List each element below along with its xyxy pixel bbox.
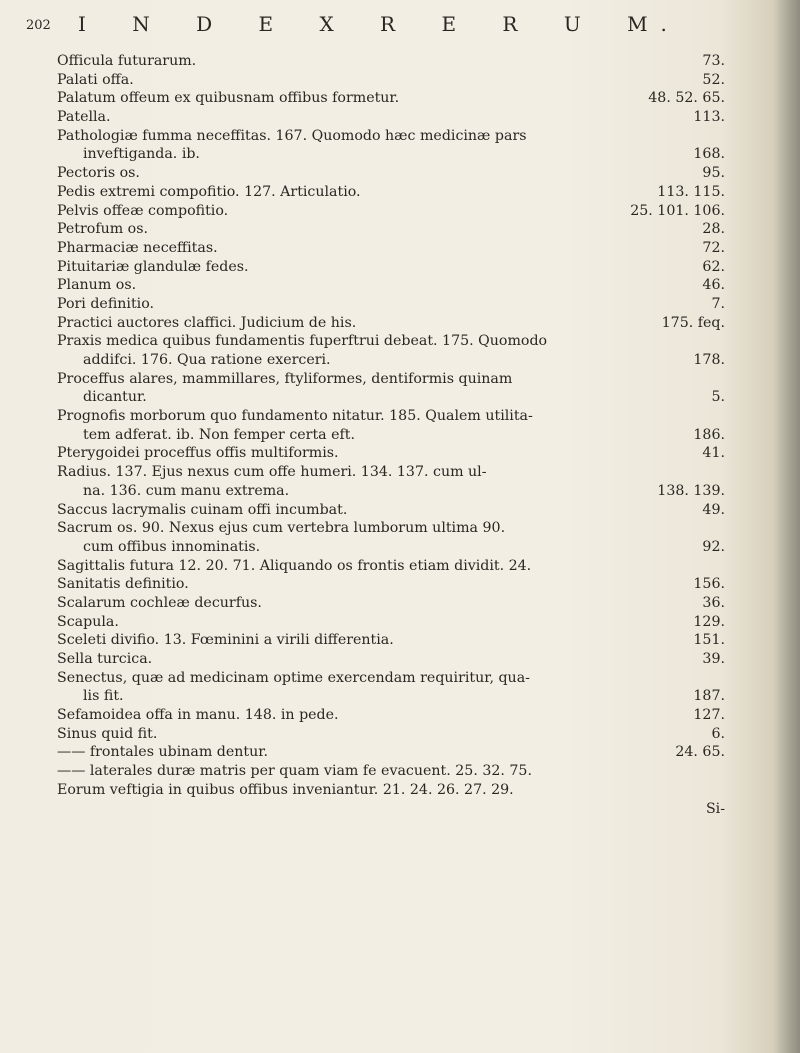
index-line bbox=[57, 202, 725, 221]
page-reference: 52. bbox=[702, 71, 725, 88]
index-line bbox=[57, 482, 725, 501]
page-reference: 187. bbox=[693, 688, 725, 705]
page-number: 202 bbox=[26, 18, 51, 33]
index-entry-text: lis fit. bbox=[83, 688, 124, 705]
index-line bbox=[57, 781, 725, 800]
page-edge-shadow bbox=[774, 0, 800, 1053]
index-line bbox=[57, 295, 725, 314]
index-line bbox=[57, 145, 725, 164]
index-line bbox=[57, 276, 725, 295]
index-line bbox=[57, 501, 725, 520]
page-reference: 151. bbox=[693, 632, 725, 649]
index-entry-text: Prognofis morborum quo fundamento nitatur. 185. Qualem utilita- bbox=[57, 408, 533, 425]
page-reference: 113. bbox=[693, 109, 725, 126]
index-line bbox=[57, 594, 725, 613]
index-entry-text: Sagittalis futura 12. 20. 71. Aliquando os frontis etiam dividit. 24. bbox=[57, 557, 532, 574]
index-entry-text: Palatum offeum ex quibusnam offibus formetur. bbox=[57, 90, 400, 107]
index-line bbox=[57, 426, 725, 445]
page-reference: 156. bbox=[693, 576, 725, 593]
index-entry-text: Petrofum os. bbox=[57, 221, 149, 238]
page-reference: 129. bbox=[693, 613, 725, 630]
page-reference: 92. bbox=[702, 538, 725, 555]
index-line bbox=[57, 314, 725, 333]
page-reference: 178. bbox=[693, 352, 725, 368]
index-entry-text: —— frontales ubinam dentur. bbox=[57, 744, 268, 761]
page-reference: 39. bbox=[702, 651, 725, 667]
index-entry-text: Sanitatis definitio. bbox=[57, 576, 189, 593]
page-reference: 48. 52. 65. bbox=[648, 90, 725, 107]
index-entry-text: Sceleti divifio. 13. Fœminini a virili differentia. bbox=[57, 632, 394, 649]
index-line bbox=[57, 71, 725, 90]
index-entry-text: —— laterales duræ matris per quam viam fe evacuent. 25. 32. 75. bbox=[57, 763, 532, 780]
index-line bbox=[57, 519, 725, 538]
index-line bbox=[57, 127, 725, 146]
index-entry-text: Scapula. bbox=[57, 613, 119, 630]
page-reference: 127. bbox=[693, 707, 725, 724]
index-entry-text: Pelvis offeæ compofitio. bbox=[57, 202, 229, 219]
page-reference: 73. bbox=[702, 53, 725, 69]
index-line bbox=[57, 463, 725, 482]
index-entry-text: Radius. 137. Ejus nexus cum offe humeri. 134. 137. cum ul- bbox=[57, 464, 487, 481]
index-entry-text: Sacrum os. 90. Nexus ejus cum vertebra lumborum ultima 90. bbox=[57, 520, 506, 537]
page-reference: 138. 139. bbox=[657, 482, 725, 499]
index-entry-text: Palati offa. bbox=[57, 71, 134, 88]
page-reference: 186. bbox=[693, 426, 725, 443]
index-entry-text: addifci. 176. Qua ratione exerceri. bbox=[83, 352, 331, 368]
index-entry-text: Pathologiæ fumma neceffitas. 167. Quomodo hæc medicinæ pars bbox=[57, 127, 527, 144]
index-entry-text: Scalarum cochleæ decurfus. bbox=[57, 594, 262, 611]
index-entry-text: Saccus lacrymalis cuinam offi incumbat. bbox=[57, 501, 348, 518]
index-entries bbox=[57, 52, 725, 818]
index-entry-text: Eorum veftigia in quibus offibus inveniantur. 21. 24. 26. 27. 29. bbox=[57, 781, 514, 798]
index-line bbox=[57, 351, 725, 370]
page-reference: 36. bbox=[702, 594, 725, 611]
index-line bbox=[57, 444, 725, 463]
index-line bbox=[57, 407, 725, 426]
index-line bbox=[57, 388, 725, 407]
page-reference: 5. bbox=[711, 389, 725, 406]
index-entry-text: Pori definitio. bbox=[57, 295, 154, 312]
page-reference: 168. bbox=[693, 146, 725, 163]
index-line bbox=[57, 239, 725, 258]
index-entry-text: Praxis medica quibus fundamentis fuperftrui debeat. 175. Quomodo bbox=[57, 333, 548, 350]
index-entry-text: dicantur. bbox=[83, 389, 147, 406]
index-line bbox=[57, 669, 725, 688]
index-line bbox=[57, 706, 725, 725]
page-reference: 6. bbox=[711, 725, 725, 742]
index-line bbox=[57, 687, 725, 706]
page-reference: 28. bbox=[702, 221, 725, 238]
index-entry-text: Pituitariæ glandulæ fedes. bbox=[57, 258, 249, 275]
page-reference: 25. 101. 106. bbox=[630, 202, 725, 219]
index-entry-text: Practici auctores claffici. Judicium de his. bbox=[57, 314, 357, 331]
index-entry-text: Pedis extremi compofitio. 127. Articulatio. bbox=[57, 183, 361, 200]
page-reference: 24. 65. bbox=[675, 744, 725, 761]
page-header bbox=[26, 12, 786, 48]
index-line bbox=[57, 762, 725, 781]
index-line bbox=[57, 332, 725, 351]
index-line bbox=[57, 52, 725, 71]
index-line bbox=[57, 183, 725, 202]
running-title: I N D E X R E R U M. bbox=[78, 12, 680, 36]
index-line bbox=[57, 575, 725, 594]
index-line bbox=[57, 538, 725, 557]
index-entry-text: Pharmaciæ neceffitas. bbox=[57, 239, 218, 256]
index-entry-text: Pterygoidei proceffus offis multiformis. bbox=[57, 445, 339, 462]
index-line bbox=[57, 370, 725, 389]
page-reference: 41. bbox=[702, 445, 725, 462]
page-reference: Si- bbox=[705, 800, 725, 817]
index-line bbox=[57, 258, 725, 277]
index-line bbox=[57, 164, 725, 183]
page-reference: 175. feq. bbox=[661, 314, 725, 331]
page-reference: 49. bbox=[702, 501, 725, 518]
index-line bbox=[57, 89, 725, 108]
index-entry-text: Planum os. bbox=[57, 277, 137, 294]
index-line bbox=[57, 631, 725, 650]
page-reference: 95. bbox=[702, 165, 725, 182]
index-entry-text: Pectoris os. bbox=[57, 165, 140, 182]
index-entry-text: Sinus quid fit. bbox=[57, 725, 158, 742]
index-entry-text: cum offibus innominatis. bbox=[83, 538, 261, 555]
index-line bbox=[57, 108, 725, 127]
index-entry-text: inveftiganda. ib. bbox=[83, 146, 200, 163]
index-entry-text: na. 136. cum manu extrema. bbox=[83, 482, 290, 499]
index-line bbox=[57, 743, 725, 762]
index-line bbox=[57, 220, 725, 239]
index-entry-text: Sefamoidea offa in manu. 148. in pede. bbox=[57, 707, 339, 724]
page-reference: 46. bbox=[702, 277, 725, 294]
index-line bbox=[57, 800, 725, 819]
index-entry-text: Proceffus alares, mammillares, ftyliformes, dentiformis quinam bbox=[57, 370, 513, 387]
page-reference: 62. bbox=[702, 258, 725, 275]
page-reference: 113. 115. bbox=[657, 183, 725, 200]
index-entry-text: Senectus, quæ ad medicinam optime exercendam requiritur, qua- bbox=[57, 669, 530, 686]
index-entry-text: Sella turcica. bbox=[57, 651, 153, 667]
index-entry-text: tem adferat. ib. Non femper certa eft. bbox=[83, 426, 355, 443]
index-line bbox=[57, 613, 725, 632]
page-reference: 7. bbox=[711, 295, 725, 312]
index-entry-text: Officula futurarum. bbox=[57, 53, 197, 69]
index-line bbox=[57, 557, 725, 576]
page-reference: 72. bbox=[702, 239, 725, 256]
index-line bbox=[57, 650, 725, 669]
index-entry-text: Patella. bbox=[57, 109, 111, 126]
index-line bbox=[57, 725, 725, 744]
